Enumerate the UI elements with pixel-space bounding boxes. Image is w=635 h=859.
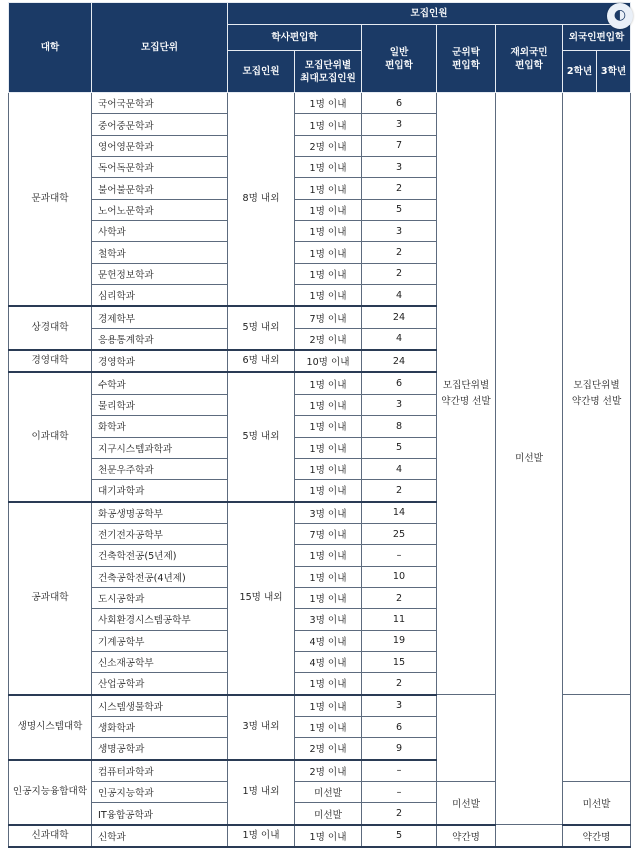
dept-name: 독어독문학과 (92, 157, 228, 178)
dept-name: 노어노문학과 (92, 199, 228, 220)
bachelor-max: 2명 이내 (295, 328, 362, 350)
dept-name: 영어영문학과 (92, 135, 228, 156)
general-count: – (362, 782, 437, 803)
bachelor-max: 1명 이내 (295, 825, 362, 847)
bachelor-max: 1명 이내 (295, 716, 362, 737)
dept-name: 건축공학전공(4년제) (92, 566, 228, 587)
bachelor-max: 미선발 (295, 782, 362, 803)
bachelor-max: 1명 이내 (295, 157, 362, 178)
general-count: 5 (362, 437, 437, 458)
bachelor-count: 5명 내외 (228, 306, 295, 350)
general-count: 24 (362, 350, 437, 372)
military-theology: 약간명 (437, 825, 496, 847)
general-count: 15 (362, 651, 437, 672)
general-count: 9 (362, 738, 437, 760)
bachelor-max: 1명 이내 (295, 587, 362, 608)
general-count: 2 (362, 242, 437, 263)
bachelor-max: 1명 이내 (295, 114, 362, 135)
college-name: 생명시스템대학 (9, 695, 92, 760)
dept-name: 국어국문학과 (92, 93, 228, 114)
header-bachelor-count: 모집인원 (228, 51, 295, 93)
college-name: 이과대학 (9, 372, 92, 501)
general-count: – (362, 760, 437, 782)
bachelor-count: 6명 내외 (228, 350, 295, 372)
general-count: 2 (362, 263, 437, 284)
admission-table (8, 2, 631, 848)
bachelor-max: 1명 이내 (295, 199, 362, 220)
dept-name: 신소재공학부 (92, 651, 228, 672)
dept-name: 산업공학과 (92, 673, 228, 695)
bachelor-max: 7명 이내 (295, 306, 362, 328)
header-foreign-y2: 2학년 (563, 51, 597, 93)
bachelor-max: 3명 이내 (295, 609, 362, 630)
header-unit: 모집단위 (92, 3, 228, 93)
dept-name: 천문우주학과 (92, 458, 228, 479)
header-military: 군위탁 편입학 (437, 25, 496, 93)
college-name: 신과대학 (9, 825, 92, 847)
bachelor-max: 1명 이내 (295, 545, 362, 566)
dept-name: 철학과 (92, 242, 228, 263)
header-bachelor-max: 모집단위별 최대모집인원 (295, 51, 362, 93)
dept-name: 사학과 (92, 221, 228, 242)
bachelor-max: 1명 이내 (295, 416, 362, 437)
dept-name: 수학과 (92, 372, 228, 394)
general-count: 6 (362, 372, 437, 394)
table-row (9, 93, 631, 114)
general-count: 4 (362, 328, 437, 350)
dept-name: 화학과 (92, 416, 228, 437)
foreign-theology: 약간명 (563, 825, 631, 847)
dept-name: 대기과학과 (92, 480, 228, 502)
general-count: 3 (362, 114, 437, 135)
bachelor-count: 8명 내외 (228, 93, 295, 307)
general-count: 6 (362, 716, 437, 737)
dept-name: 사회환경시스템공학부 (92, 609, 228, 630)
table-row (9, 825, 631, 847)
dept-name: 전기전자공학부 (92, 523, 228, 544)
general-count: 11 (362, 609, 437, 630)
foreign-main: 모집단위별 약간명 선발 (563, 93, 631, 695)
bachelor-max: 1명 이내 (295, 394, 362, 415)
bachelor-max: 1명 이내 (295, 242, 362, 263)
general-count: 3 (362, 394, 437, 415)
header-overseas: 재외국민 편입학 (496, 25, 563, 93)
bachelor-max: 7명 이내 (295, 523, 362, 544)
general-count: – (362, 545, 437, 566)
dept-name: 생명공학과 (92, 738, 228, 760)
header-college: 대학 (9, 3, 92, 93)
overseas-theology (496, 825, 563, 847)
header-bachelor: 학사편입학 (228, 25, 362, 51)
college-name: 공과대학 (9, 502, 92, 695)
bachelor-max: 1명 이내 (295, 458, 362, 479)
general-count: 3 (362, 157, 437, 178)
bachelor-max: 1명 이내 (295, 673, 362, 695)
general-count: 14 (362, 502, 437, 524)
dept-name: 경영학과 (92, 350, 228, 372)
bachelor-max: 1명 이내 (295, 480, 362, 502)
general-count: 25 (362, 523, 437, 544)
dept-name: 물리학과 (92, 394, 228, 415)
bachelor-count: 1명 내외 (228, 760, 295, 825)
general-count: 4 (362, 458, 437, 479)
bachelor-max: 1명 이내 (295, 93, 362, 114)
dept-name: 심리학과 (92, 285, 228, 307)
dept-name: 도시공학과 (92, 587, 228, 608)
dept-name: 중어중문학과 (92, 114, 228, 135)
general-count: 5 (362, 825, 437, 847)
general-count: 3 (362, 221, 437, 242)
general-count: 8 (362, 416, 437, 437)
bachelor-max: 2명 이내 (295, 760, 362, 782)
bachelor-count: 1명 이내 (228, 825, 295, 847)
dept-name: 신학과 (92, 825, 228, 847)
dept-name: 시스템생물학과 (92, 695, 228, 717)
college-name: 문과대학 (9, 93, 92, 307)
military-ai: 미선발 (437, 782, 496, 825)
dept-name: 컴퓨터과학과 (92, 760, 228, 782)
general-count: 2 (362, 673, 437, 695)
military-blank (437, 695, 496, 782)
military-main: 모집단위별 약간명 선발 (437, 93, 496, 695)
dept-name: 경제학부 (92, 306, 228, 328)
bachelor-max: 3명 이내 (295, 502, 362, 524)
bachelor-max: 1명 이내 (295, 263, 362, 284)
general-count: 19 (362, 630, 437, 651)
dept-name: 문헌정보학과 (92, 263, 228, 284)
general-count: 2 (362, 178, 437, 199)
general-count: 10 (362, 566, 437, 587)
header-foreign: 외국인편입학 (563, 25, 631, 51)
general-count: 7 (362, 135, 437, 156)
language-toggle-icon[interactable]: ◐ (607, 3, 633, 29)
bachelor-max: 4명 이내 (295, 651, 362, 672)
general-count: 3 (362, 695, 437, 717)
bachelor-max: 1명 이내 (295, 372, 362, 394)
bachelor-count: 15명 내외 (228, 502, 295, 695)
dept-name: 지구시스템과학과 (92, 437, 228, 458)
general-count: 4 (362, 285, 437, 307)
dept-name: 생화학과 (92, 716, 228, 737)
bachelor-max: 1명 이내 (295, 285, 362, 307)
header-foreign-y3: 3학년 (597, 51, 631, 93)
foreign-blank (563, 695, 631, 782)
dept-name: 불어불문학과 (92, 178, 228, 199)
bachelor-max: 2명 이내 (295, 738, 362, 760)
bachelor-max: 1명 이내 (295, 221, 362, 242)
general-count: 5 (362, 199, 437, 220)
dept-name: 건축학전공(5년제) (92, 545, 228, 566)
dept-name: 인공지능학과 (92, 782, 228, 803)
table-body (9, 93, 631, 848)
dept-name: 기계공학부 (92, 630, 228, 651)
general-count: 2 (362, 480, 437, 502)
general-count: 2 (362, 803, 437, 825)
general-count: 6 (362, 93, 437, 114)
bachelor-max: 1명 이내 (295, 695, 362, 717)
dept-name: 화공생명공학부 (92, 502, 228, 524)
bachelor-max: 미선발 (295, 803, 362, 825)
foreign-ai: 미선발 (563, 782, 631, 825)
bachelor-max: 2명 이내 (295, 135, 362, 156)
overseas-main: 미선발 (496, 93, 563, 825)
general-count: 24 (362, 306, 437, 328)
bachelor-count: 5명 내외 (228, 372, 295, 501)
dept-name: 응용통계학과 (92, 328, 228, 350)
header-recruit: 모집인원 (228, 3, 631, 25)
bachelor-max: 1명 이내 (295, 437, 362, 458)
header-general: 일반 편입학 (362, 25, 437, 93)
bachelor-count: 3명 내외 (228, 695, 295, 760)
college-name: 경영대학 (9, 350, 92, 372)
college-name: 상경대학 (9, 306, 92, 350)
dept-name: IT융합공학과 (92, 803, 228, 825)
general-count: 2 (362, 587, 437, 608)
bachelor-max: 1명 이내 (295, 566, 362, 587)
bachelor-max: 10명 이내 (295, 350, 362, 372)
bachelor-max: 4명 이내 (295, 630, 362, 651)
bachelor-max: 1명 이내 (295, 178, 362, 199)
college-name: 인공지능융합대학 (9, 760, 92, 825)
